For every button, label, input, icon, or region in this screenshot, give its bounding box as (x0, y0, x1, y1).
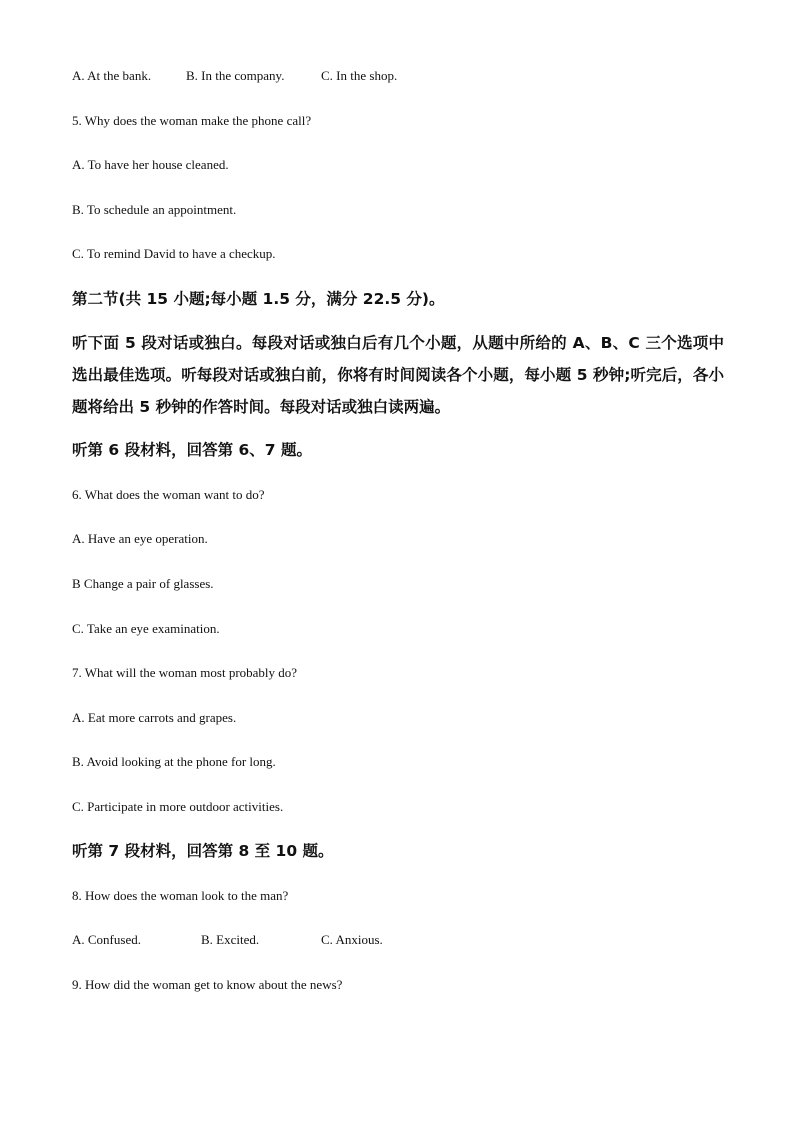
q4-option-a: A. At the bank. (72, 68, 152, 83)
q8-options-row (72, 932, 383, 948)
q7-option-b: B. Avoid looking at the phone for long. (72, 754, 276, 769)
section2-instructions: 听下面 5 段对话或独白。每段对话或独白后有几个小题，从题中所给的 A、B、C 三个选项中选出最佳选项。听每段对话或独白前，你将有时间阅读各个小题，每小题 5 秒钟;听完后，各小题将给出 5 秒钟的作答时间。每段对话或独白读两遍。 (72, 334, 724, 416)
q9-question: 9. How did the woman get to know about the news? (72, 977, 343, 992)
q6-option-a: A. Have an eye operation. (72, 531, 208, 546)
q7-question: 7. What will the woman most probably do? (72, 665, 298, 680)
q5-option-b: B. To schedule an appointment. (72, 202, 237, 217)
q7-option-a: A. Eat more carrots and grapes. (72, 710, 237, 725)
q7-option-c: C. Participate in more outdoor activities. (72, 799, 284, 814)
q8-option-b: B. Excited. (201, 932, 260, 947)
material6-heading: 听第 6 段材料，回答第 6、7 题。 (72, 441, 312, 459)
q6-option-c: C. Take an eye examination. (72, 621, 220, 636)
q8-option-c: C. Anxious. (321, 932, 383, 947)
q4-option-c: C. In the shop. (321, 68, 398, 83)
q4-option-b: B. In the company. (186, 68, 285, 83)
q6-option-b: B Change a pair of glasses. (72, 576, 214, 591)
q8-option-a: A. Confused. (72, 932, 141, 947)
section2-heading: 第二节(共 15 小题;每小题 1.5 分，满分 22.5 分)。 (72, 290, 445, 308)
q8-question: 8. How does the woman look to the man? (72, 888, 289, 903)
q5-option-a: A. To have her house cleaned. (72, 157, 229, 172)
material7-heading: 听第 7 段材料，回答第 8 至 10 题。 (72, 842, 334, 860)
q4-options-row (72, 68, 397, 84)
q5-option-c: C. To remind David to have a checkup. (72, 246, 276, 261)
q6-question: 6. What does the woman want to do? (72, 487, 265, 502)
q5-question: 5. Why does the woman make the phone call? (72, 113, 312, 128)
